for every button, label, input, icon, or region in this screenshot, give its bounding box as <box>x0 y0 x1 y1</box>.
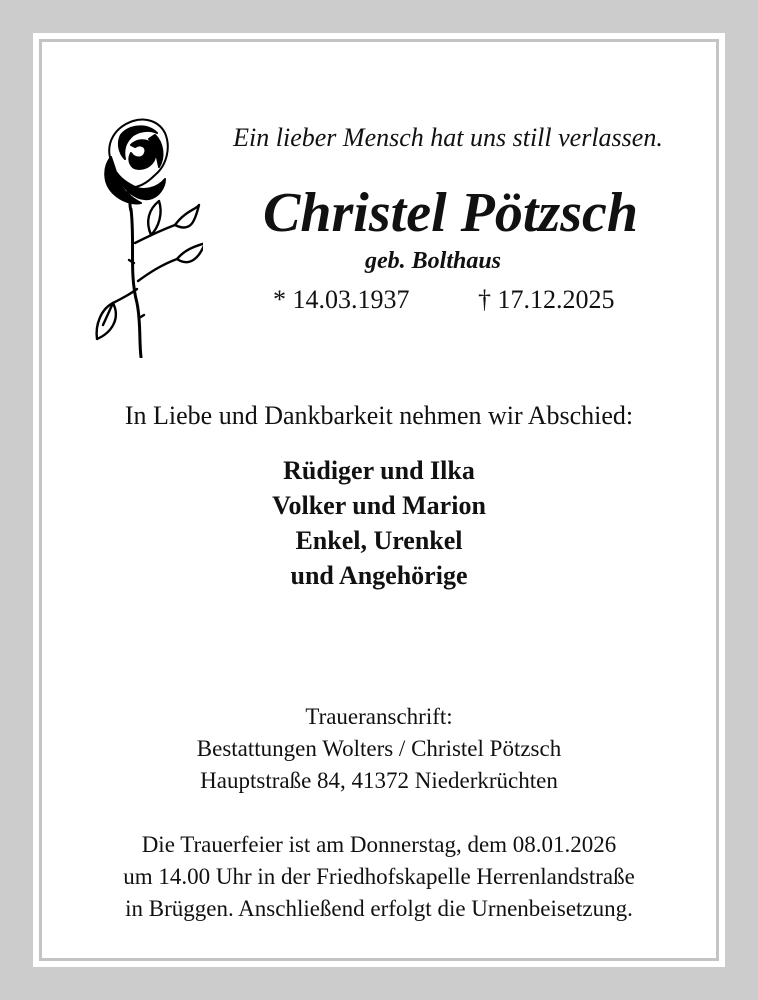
mourner-line: Volker und Marion <box>272 491 486 520</box>
ceremony-line: Die Trauerfeier ist am Donnerstag, dem 08.01.2026 <box>141 832 617 857</box>
ceremony-line: in Brüggen. Anschließend erfolgt die Urnenbeisetzung. <box>125 896 633 921</box>
date-of-death: † 17.12.2025 <box>478 285 615 314</box>
address-line: Traueranschrift: <box>305 704 453 729</box>
mourning-address <box>33 701 725 797</box>
date-of-birth: * 14.03.1937 <box>273 285 410 314</box>
motto: Ein lieber Mensch hat uns still verlassen. <box>233 123 663 152</box>
deceased-name: Christel Pötzsch <box>263 182 638 244</box>
rose-icon <box>91 113 203 358</box>
life-dates <box>233 285 653 317</box>
farewell-intro: In Liebe und Dankbarkeit nehmen wir Abschied: <box>124 401 634 430</box>
ceremony-info <box>33 829 725 925</box>
address-line: Bestattungen Wolters / Christel Pötzsch <box>196 736 562 761</box>
birth-name: geb. Bolthaus <box>364 248 502 274</box>
obituary-card <box>33 33 725 967</box>
address-line: Hauptstraße 84, 41372 Niederkrüchten <box>200 768 558 793</box>
mourner-line: und Angehörige <box>290 561 468 590</box>
mourner-line: Enkel, Urenkel <box>295 526 463 555</box>
mourners-list <box>33 453 725 593</box>
ceremony-line: um 14.00 Uhr in der Friedhofskapelle Herrenlandstraße <box>123 864 635 889</box>
mourner-line: Rüdiger und Ilka <box>283 456 475 485</box>
